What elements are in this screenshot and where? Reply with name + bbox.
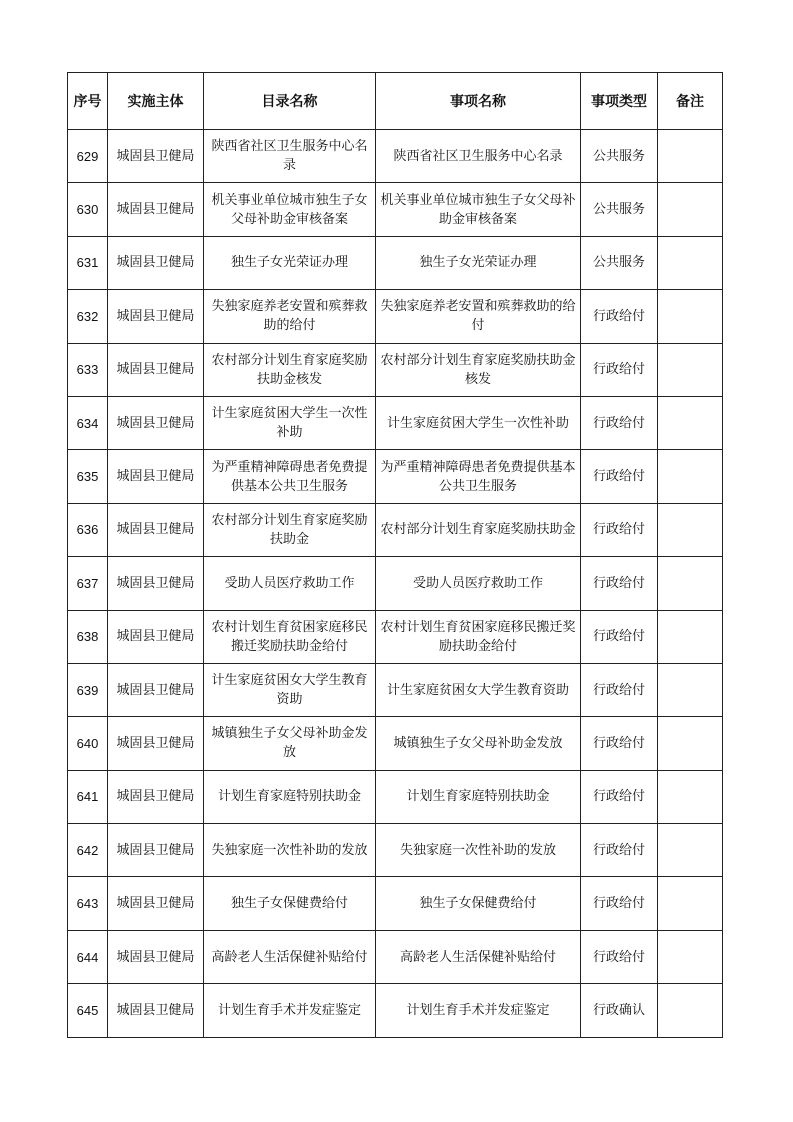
table-row — [68, 396, 723, 449]
table-row — [68, 663, 723, 716]
cell-item-name: 独生子女保健费给付 — [376, 877, 581, 930]
cell-agency: 城固县卫健局 — [108, 877, 204, 930]
cell-seq: 635 — [68, 450, 108, 503]
cell-agency: 城固县卫健局 — [108, 290, 204, 343]
cell-item-type: 公共服务 — [581, 183, 658, 236]
cell-agency: 城固县卫健局 — [108, 770, 204, 823]
cell-item-name: 受助人员医疗救助工作 — [376, 557, 581, 610]
cell-item-type: 行政给付 — [581, 717, 658, 770]
cell-remark — [658, 663, 723, 716]
cell-remark — [658, 290, 723, 343]
cell-item-name: 计划生育手术并发症鉴定 — [376, 984, 581, 1037]
table-row — [68, 877, 723, 930]
table-row — [68, 770, 723, 823]
cell-item-name: 城镇独生子女父母补助金发放 — [376, 717, 581, 770]
cell-item-type: 行政给付 — [581, 610, 658, 663]
service-catalog-table — [67, 72, 723, 1038]
cell-remark — [658, 396, 723, 449]
header-item-type: 事项类型 — [581, 73, 658, 130]
cell-item-name: 农村部分计划生育家庭奖励扶助金核发 — [376, 343, 581, 396]
cell-agency: 城固县卫健局 — [108, 610, 204, 663]
cell-remark — [658, 130, 723, 183]
cell-item-name: 为严重精神障碍患者免费提供基本公共卫生服务 — [376, 450, 581, 503]
cell-remark — [658, 824, 723, 877]
cell-catalog-name: 计划生育家庭特别扶助金 — [204, 770, 376, 823]
cell-catalog-name: 失独家庭一次性补助的发放 — [204, 824, 376, 877]
cell-agency: 城固县卫健局 — [108, 717, 204, 770]
cell-item-type: 公共服务 — [581, 130, 658, 183]
cell-item-type: 行政给付 — [581, 290, 658, 343]
header-catalog-name: 目录名称 — [204, 73, 376, 130]
cell-catalog-name: 受助人员医疗救助工作 — [204, 557, 376, 610]
cell-item-type: 行政给付 — [581, 930, 658, 983]
table-row — [68, 236, 723, 289]
cell-item-name: 农村部分计划生育家庭奖励扶助金 — [376, 503, 581, 556]
cell-seq: 644 — [68, 930, 108, 983]
cell-remark — [658, 717, 723, 770]
cell-item-type: 公共服务 — [581, 236, 658, 289]
cell-item-name: 机关事业单位城市独生子女父母补助金审核备案 — [376, 183, 581, 236]
cell-item-type: 行政确认 — [581, 984, 658, 1037]
cell-item-name: 计生家庭贫困大学生一次性补助 — [376, 396, 581, 449]
cell-catalog-name: 机关事业单位城市独生子女父母补助金审核备案 — [204, 183, 376, 236]
cell-catalog-name: 农村部分计划生育家庭奖励扶助金核发 — [204, 343, 376, 396]
cell-remark — [658, 557, 723, 610]
cell-item-name: 高龄老人生活保健补贴给付 — [376, 930, 581, 983]
cell-agency: 城固县卫健局 — [108, 130, 204, 183]
table-header-row — [68, 73, 723, 130]
cell-agency: 城固县卫健局 — [108, 930, 204, 983]
cell-catalog-name: 农村部分计划生育家庭奖励扶助金 — [204, 503, 376, 556]
cell-seq: 638 — [68, 610, 108, 663]
cell-seq: 641 — [68, 770, 108, 823]
table-row — [68, 930, 723, 983]
cell-seq: 632 — [68, 290, 108, 343]
cell-seq: 643 — [68, 877, 108, 930]
cell-catalog-name: 失独家庭养老安置和殡葬救助的给付 — [204, 290, 376, 343]
cell-seq: 633 — [68, 343, 108, 396]
cell-catalog-name: 为严重精神障碍患者免费提供基本公共卫生服务 — [204, 450, 376, 503]
cell-remark — [658, 770, 723, 823]
cell-seq: 630 — [68, 183, 108, 236]
cell-seq: 629 — [68, 130, 108, 183]
cell-agency: 城固县卫健局 — [108, 824, 204, 877]
cell-item-type: 行政给付 — [581, 663, 658, 716]
cell-agency: 城固县卫健局 — [108, 503, 204, 556]
header-remark: 备注 — [658, 73, 723, 130]
cell-seq: 636 — [68, 503, 108, 556]
cell-item-type: 行政给付 — [581, 770, 658, 823]
cell-agency: 城固县卫健局 — [108, 984, 204, 1037]
table-row — [68, 610, 723, 663]
table-row — [68, 503, 723, 556]
table-row — [68, 557, 723, 610]
cell-remark — [658, 343, 723, 396]
cell-item-type: 行政给付 — [581, 557, 658, 610]
cell-agency: 城固县卫健局 — [108, 236, 204, 289]
cell-agency: 城固县卫健局 — [108, 183, 204, 236]
cell-remark — [658, 610, 723, 663]
cell-catalog-name: 独生子女光荣证办理 — [204, 236, 376, 289]
cell-agency: 城固县卫健局 — [108, 343, 204, 396]
cell-item-name: 陕西省社区卫生服务中心名录 — [376, 130, 581, 183]
cell-seq: 639 — [68, 663, 108, 716]
cell-seq: 637 — [68, 557, 108, 610]
cell-remark — [658, 236, 723, 289]
cell-remark — [658, 183, 723, 236]
cell-item-type: 行政给付 — [581, 877, 658, 930]
cell-item-type: 行政给付 — [581, 503, 658, 556]
cell-seq: 631 — [68, 236, 108, 289]
cell-catalog-name: 独生子女保健费给付 — [204, 877, 376, 930]
cell-item-name: 农村计划生育贫困家庭移民搬迁奖励扶助金给付 — [376, 610, 581, 663]
table-row — [68, 984, 723, 1037]
cell-item-name: 失独家庭一次性补助的发放 — [376, 824, 581, 877]
cell-catalog-name: 计划生育手术并发症鉴定 — [204, 984, 376, 1037]
cell-remark — [658, 984, 723, 1037]
table-row — [68, 290, 723, 343]
cell-catalog-name: 农村计划生育贫困家庭移民搬迁奖励扶助金给付 — [204, 610, 376, 663]
table-row — [68, 717, 723, 770]
cell-item-name: 计划生育家庭特别扶助金 — [376, 770, 581, 823]
cell-agency: 城固县卫健局 — [108, 396, 204, 449]
cell-catalog-name: 计生家庭贫困女大学生教育资助 — [204, 663, 376, 716]
cell-remark — [658, 503, 723, 556]
cell-item-name: 独生子女光荣证办理 — [376, 236, 581, 289]
cell-seq: 645 — [68, 984, 108, 1037]
cell-seq: 640 — [68, 717, 108, 770]
cell-item-type: 行政给付 — [581, 396, 658, 449]
header-item-name: 事项名称 — [376, 73, 581, 130]
cell-catalog-name: 高龄老人生活保健补贴给付 — [204, 930, 376, 983]
cell-agency: 城固县卫健局 — [108, 557, 204, 610]
cell-item-type: 行政给付 — [581, 343, 658, 396]
cell-item-type: 行政给付 — [581, 824, 658, 877]
table-row — [68, 130, 723, 183]
cell-agency: 城固县卫健局 — [108, 663, 204, 716]
cell-catalog-name: 陕西省社区卫生服务中心名录 — [204, 130, 376, 183]
cell-remark — [658, 930, 723, 983]
cell-item-name: 计生家庭贫困女大学生教育资助 — [376, 663, 581, 716]
cell-item-name: 失独家庭养老安置和殡葬救助的给付 — [376, 290, 581, 343]
cell-catalog-name: 城镇独生子女父母补助金发放 — [204, 717, 376, 770]
table-row — [68, 824, 723, 877]
cell-catalog-name: 计生家庭贫困大学生一次性补助 — [204, 396, 376, 449]
cell-remark — [658, 450, 723, 503]
cell-remark — [658, 877, 723, 930]
cell-item-type: 行政给付 — [581, 450, 658, 503]
cell-agency: 城固县卫健局 — [108, 450, 204, 503]
cell-seq: 634 — [68, 396, 108, 449]
header-agency: 实施主体 — [108, 73, 204, 130]
header-seq: 序号 — [68, 73, 108, 130]
cell-seq: 642 — [68, 824, 108, 877]
table-row — [68, 183, 723, 236]
table-row — [68, 450, 723, 503]
table-row — [68, 343, 723, 396]
